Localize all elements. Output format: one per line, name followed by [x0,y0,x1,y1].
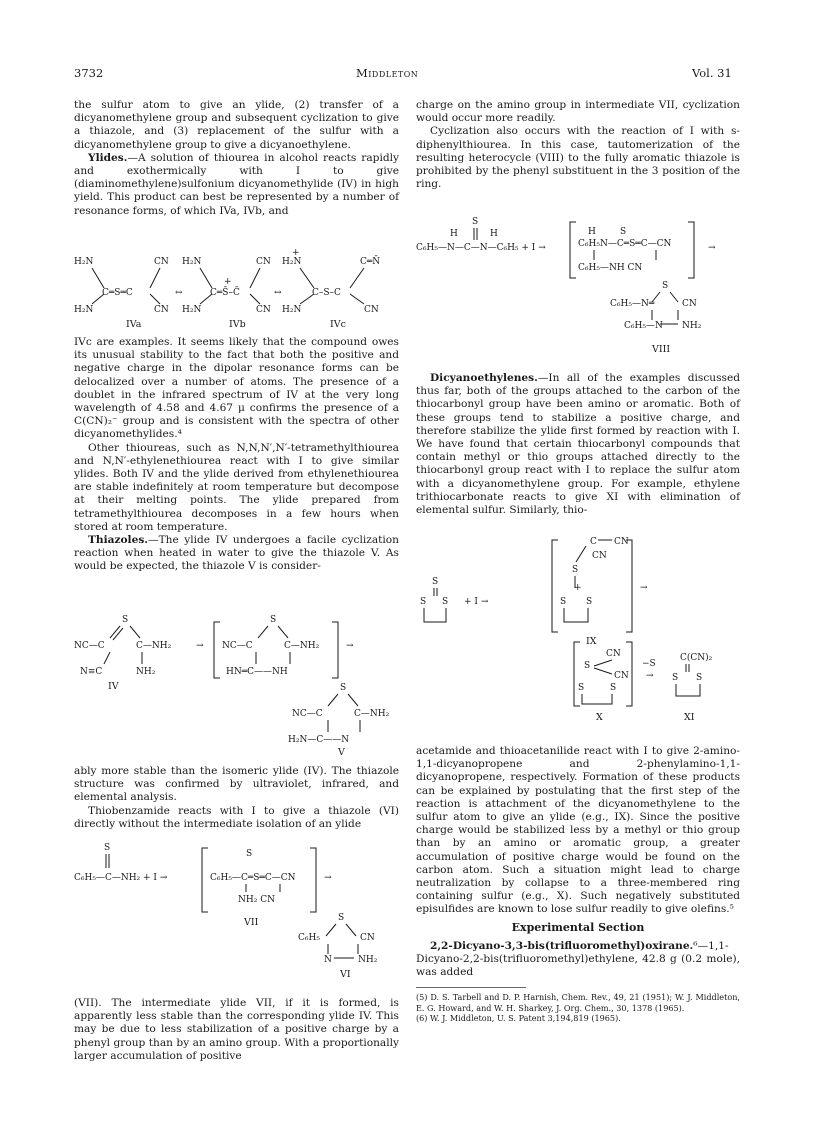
atom-s: S [610,683,617,693]
heading-thiazoles: Thiazoles. [88,534,148,547]
text-csc: C═S̄–C̄ [210,288,240,298]
atom-s: S [122,615,129,625]
label-ivc: IVc [330,319,346,330]
atom-s: S [696,673,703,683]
text-thiobenzamide: C₆H₅—C—NH₂ + I → [74,873,168,883]
text-ceqn: C═N̄ [360,257,381,267]
text-nh2: NH₂ [682,321,702,331]
atom-s: S [584,661,591,671]
paragraph: IVc are examples. It seems likely that the compound owes its unusual stability to the fact that both the positive and negative charge in the dipolar resonance forms can be delocalized over a number of atoms. The presence of a doublet in the infrared spectrum of IV at the very long wavelength of 4.58 and 4.67 μ confirms the presence of a C(CN)₂⁻ group and is consistent with the spectra of other dicyanomethylides.⁴ [74,336,399,441]
text-h2n-c-n: H₂N—C——N [288,735,350,745]
scheme-ix-x-xi [416,530,740,730]
atom-s: S [338,913,345,923]
atom-s: S [246,849,253,859]
atom-s: S [662,281,669,291]
page-number: 3732 [74,66,104,80]
text-cn: CN [606,649,621,659]
text-c-nh2: C—NH₂ [354,709,390,719]
text-c-cn2: C(CN)₂ [680,653,713,663]
scheme-viii [416,216,740,356]
atom-s: S [560,597,567,607]
text-cn: CN [364,305,379,315]
label-xi: XI [684,712,695,723]
atom-s: S [578,683,585,693]
paragraph: the sulfur atom to give an ylide, (2) transfer of a dicyanomethylene group and subsequent cyclization to give a thiazole, and (3) replacement of the sulfur with a dicyanomethylene group to give a dicyanoethylene. [74,99,399,151]
reaction-arrow: → [646,671,654,681]
atom-h: H [588,227,596,237]
ivb-ylide-structures [74,248,380,330]
text-c6h5: C₆H₅ [298,933,320,943]
atom-n: N [324,955,332,965]
atom-s: S [432,577,439,587]
reaction-arrow: → [346,641,354,651]
left-block-4 [74,997,399,1063]
text-hn-c-nh: HN═C——NH [226,667,288,677]
atom-s: S [572,565,579,575]
atom-h: H [450,229,458,239]
paragraph-dicyanoethylenes [416,372,740,517]
heading-ylides: Ylides. [88,151,128,164]
paragraph-ylides [74,152,399,218]
text-c-nh2: C—NH₂ [284,641,320,651]
scheme-iv-resonance [74,248,399,332]
reaction-arrow: → [324,873,332,883]
label-vii: VII [244,917,259,928]
atom-s: S [586,597,593,607]
label-ix: IX [586,636,597,647]
footnote-6: (6) W. J. Middleton, U. S. Patent 3,194,819 (1965). [416,1013,621,1024]
charge-plus: + [224,277,232,287]
paragraph-text: —In all of the examples discussed thus far, both of the groups attached to the carbon of the thiocarbonyl group have been amino or aromatic. Both of these groups tend to stabilize a positive charge, and therefore stabilize the ylide first formed by reaction with I. We have found that certain thiocarbonyl compounds that contain methyl or thio groups attached directly to the thiocarbonyl group react with I to replace the sulfur atom with a dicyanomethylene group. For example, ethylene trithiocarbonate reacts to give XI with elimination of elemental sulfur. Similarly, thio- [416,372,740,517]
text-cn: CN [682,299,697,309]
text-prod-top: C₆H₅—N═ [610,299,655,309]
text-cn: CN [614,537,629,547]
paragraph-text: —A solution of thiourea in alcohol reacts rapidly and exothermically with I to give (diaminomethylene)sulfonium dicyanomethylide (IV) in high yield. This product can best be represented by a number of resonance forms, of which IVa, IVb, and [74,151,399,217]
text-diphenylthiourea: C₆H₅—N—C—N—C₆H₅ + I → [416,243,546,253]
label-iva: IVa [126,319,142,330]
resonance-arrow: ↔ [274,288,282,298]
volume-label: Vol. 31 [692,66,732,80]
label-viii: VIII [652,344,671,355]
resonance-arrow: ↔ [175,288,183,298]
left-block-1 [74,99,399,218]
text-cn: CN [154,305,169,315]
scheme-vi-vii [74,840,399,990]
paragraph: ably more stable than the isomeric ylide (IV). The thiazole structure was confirmed by ultraviolet, infrared, and elemental analysis. [74,765,399,804]
text-cn: CN [154,257,169,267]
text-h2n: H₂N [282,305,302,315]
text-plus-i-arrow: + I → [464,597,489,607]
atom-s: S [620,227,627,237]
atom-s: S [340,683,347,693]
label-v: V [338,747,345,758]
text-cn: CN [592,551,607,561]
text-cn: CN [256,305,271,315]
paragraph: Other thioureas, such as N,N,N′,N′-tetramethylthiourea and N,N′-ethylenethiourea react with I to give similar ylides. Both IV and the ylide derived from ethylenethiourea are stable indefinitely at room temperature but decompose at their melting points. The ylide prepared from tetramethylthiourea decomposes in a few hours when stored at room temperature. [74,441,399,533]
paragraph-text: —The ylide IV undergoes a facile cyclization reaction when heated in water to give the thiazole V. As would be expected, the thiazole V is consider- [74,534,399,573]
text-nc-c: NC—C [222,641,253,651]
paragraph-text: ⁶—1,1-Dicyano-2,2-bis(trifluoromethyl)ethylene, 42.8 g (0.2 mole), was added [416,939,740,979]
text-cn: CN [614,671,629,681]
text-h2n: H₂N [182,305,202,315]
atom-s: S [442,597,449,607]
footnote-5: (5) D. S. Tarbell and D. P. Harnish, Chem. Rev., 49, 21 (1951); W. J. Middleton, E. G. Howard, and W. H. Sharkey, J. Org. Chem., 30, 1378 (1965). [416,992,740,1013]
label-iv: IV [108,681,119,692]
paragraph: acetamide and thioacetanilide react with I to give 2-amino-1,1-dicyanopropene and 2-phenylamino-1,1-dicyanopropene, respectively. Formation of these products can be explained by postulating that the first step of the reaction is attachment of the dicyanomethylene to the sulfur atom to give an ylide (e.g., IX). Since the positive charge would be stabilized less by a methyl or thio group than by an amino or aromatic group, a greater accumulation of positive charge would be found on the carbon atom. Such a situation might lead to charge neutralization by collapse to a three-membered ring containing sulfur (e.g., X). Such negatively substituted episulfides are known to lose sulfur readily to give olefins.⁵ [416,745,740,916]
heading-compound: 2,2-Dicyano-3,3-bis(trifluoromethyl)oxirane. [430,939,694,952]
heading-dicyanoethylenes: Dicyanoethylenes. [430,372,538,384]
label-vi: VI [340,969,351,980]
text-h2n: H₂N [74,305,94,315]
atom-s: S [472,217,479,227]
section-heading: Experimental Section [511,920,645,934]
text-h2n-plus: H₂N [282,257,302,267]
text-c-s-c: C–S–C [312,288,341,298]
running-head-author: Middleton [356,66,419,80]
text-ylide-vii: C₆H₅—C═S═C—CN [210,873,296,883]
right-block-1 [416,99,740,191]
charge-plus: + [574,583,582,593]
reaction-arrow: → [196,641,204,651]
atom-s: S [420,597,427,607]
reaction-arrow: → [640,583,648,593]
paragraph: Thiobenzamide reacts with I to give a thiazole (VI) directly without the intermediate isolation of an ylide [74,804,399,830]
paragraph-thiazoles [74,534,399,574]
text-nc-c: NC—C [74,641,105,651]
footnote-rule [416,979,526,988]
scheme-iv-to-v [74,612,399,758]
label-x: X [596,712,603,723]
text-ylide-top: C₆H₅N—C═S═C—CN [578,239,672,249]
left-block-3 [74,765,399,831]
paragraph: Cyclization also occurs with the reaction of I with s-diphenylthiourea. In this case, tautomerization of the resulting heterocycle (VIII) to the fully aromatic thiazole is prohibited by the phenyl substituent in the 3 position of the ring. [416,125,740,191]
reaction-arrow: → [708,243,716,253]
text-nh2: NH₂ [358,955,378,965]
paragraph: (VII). The intermediate ylide VII, if it is formed, is apparently less stable than the corresponding ylide IV. This may be due to less stabilization of a positive charge by a phenyl group than by an amino group. With a proportionally larger accumulation of positive [74,997,399,1062]
charge-plus: + [292,248,300,258]
text-nc-c: NC—C [292,709,323,719]
text-nh2: NH₂ [136,667,156,677]
atom-s: S [672,673,679,683]
paragraph: charge on the amino group in intermediate VII, cyclization would occur more readily. [416,99,740,125]
atom-s: S [104,843,111,853]
text-cn: CN [360,933,375,943]
left-block-2 [74,336,399,574]
right-block-2 [416,372,740,517]
right-block-3 [416,745,740,1024]
text-ylide-bottom: C₆H₅—NH CN [578,263,643,273]
text-cdsc: C═S═C [102,288,133,298]
atom-c: C [590,537,597,547]
text-h2n: H₂N [74,257,94,267]
text-nh2-cn: NH₂ CN [238,895,275,905]
label-ivb: IVb [229,319,246,330]
text-cn: CN [256,257,271,267]
text-nceqc: N≡C [80,667,103,677]
text-h2n: H₂N [182,257,202,267]
atom-s: S [270,615,277,625]
atom-h: H [490,229,498,239]
label-minus-s: −S [642,659,656,669]
text-prod-bottom: C₆H₅—N [624,321,663,331]
paragraph-experimental [416,940,740,980]
text-c-nh2: C—NH₂ [136,641,172,651]
